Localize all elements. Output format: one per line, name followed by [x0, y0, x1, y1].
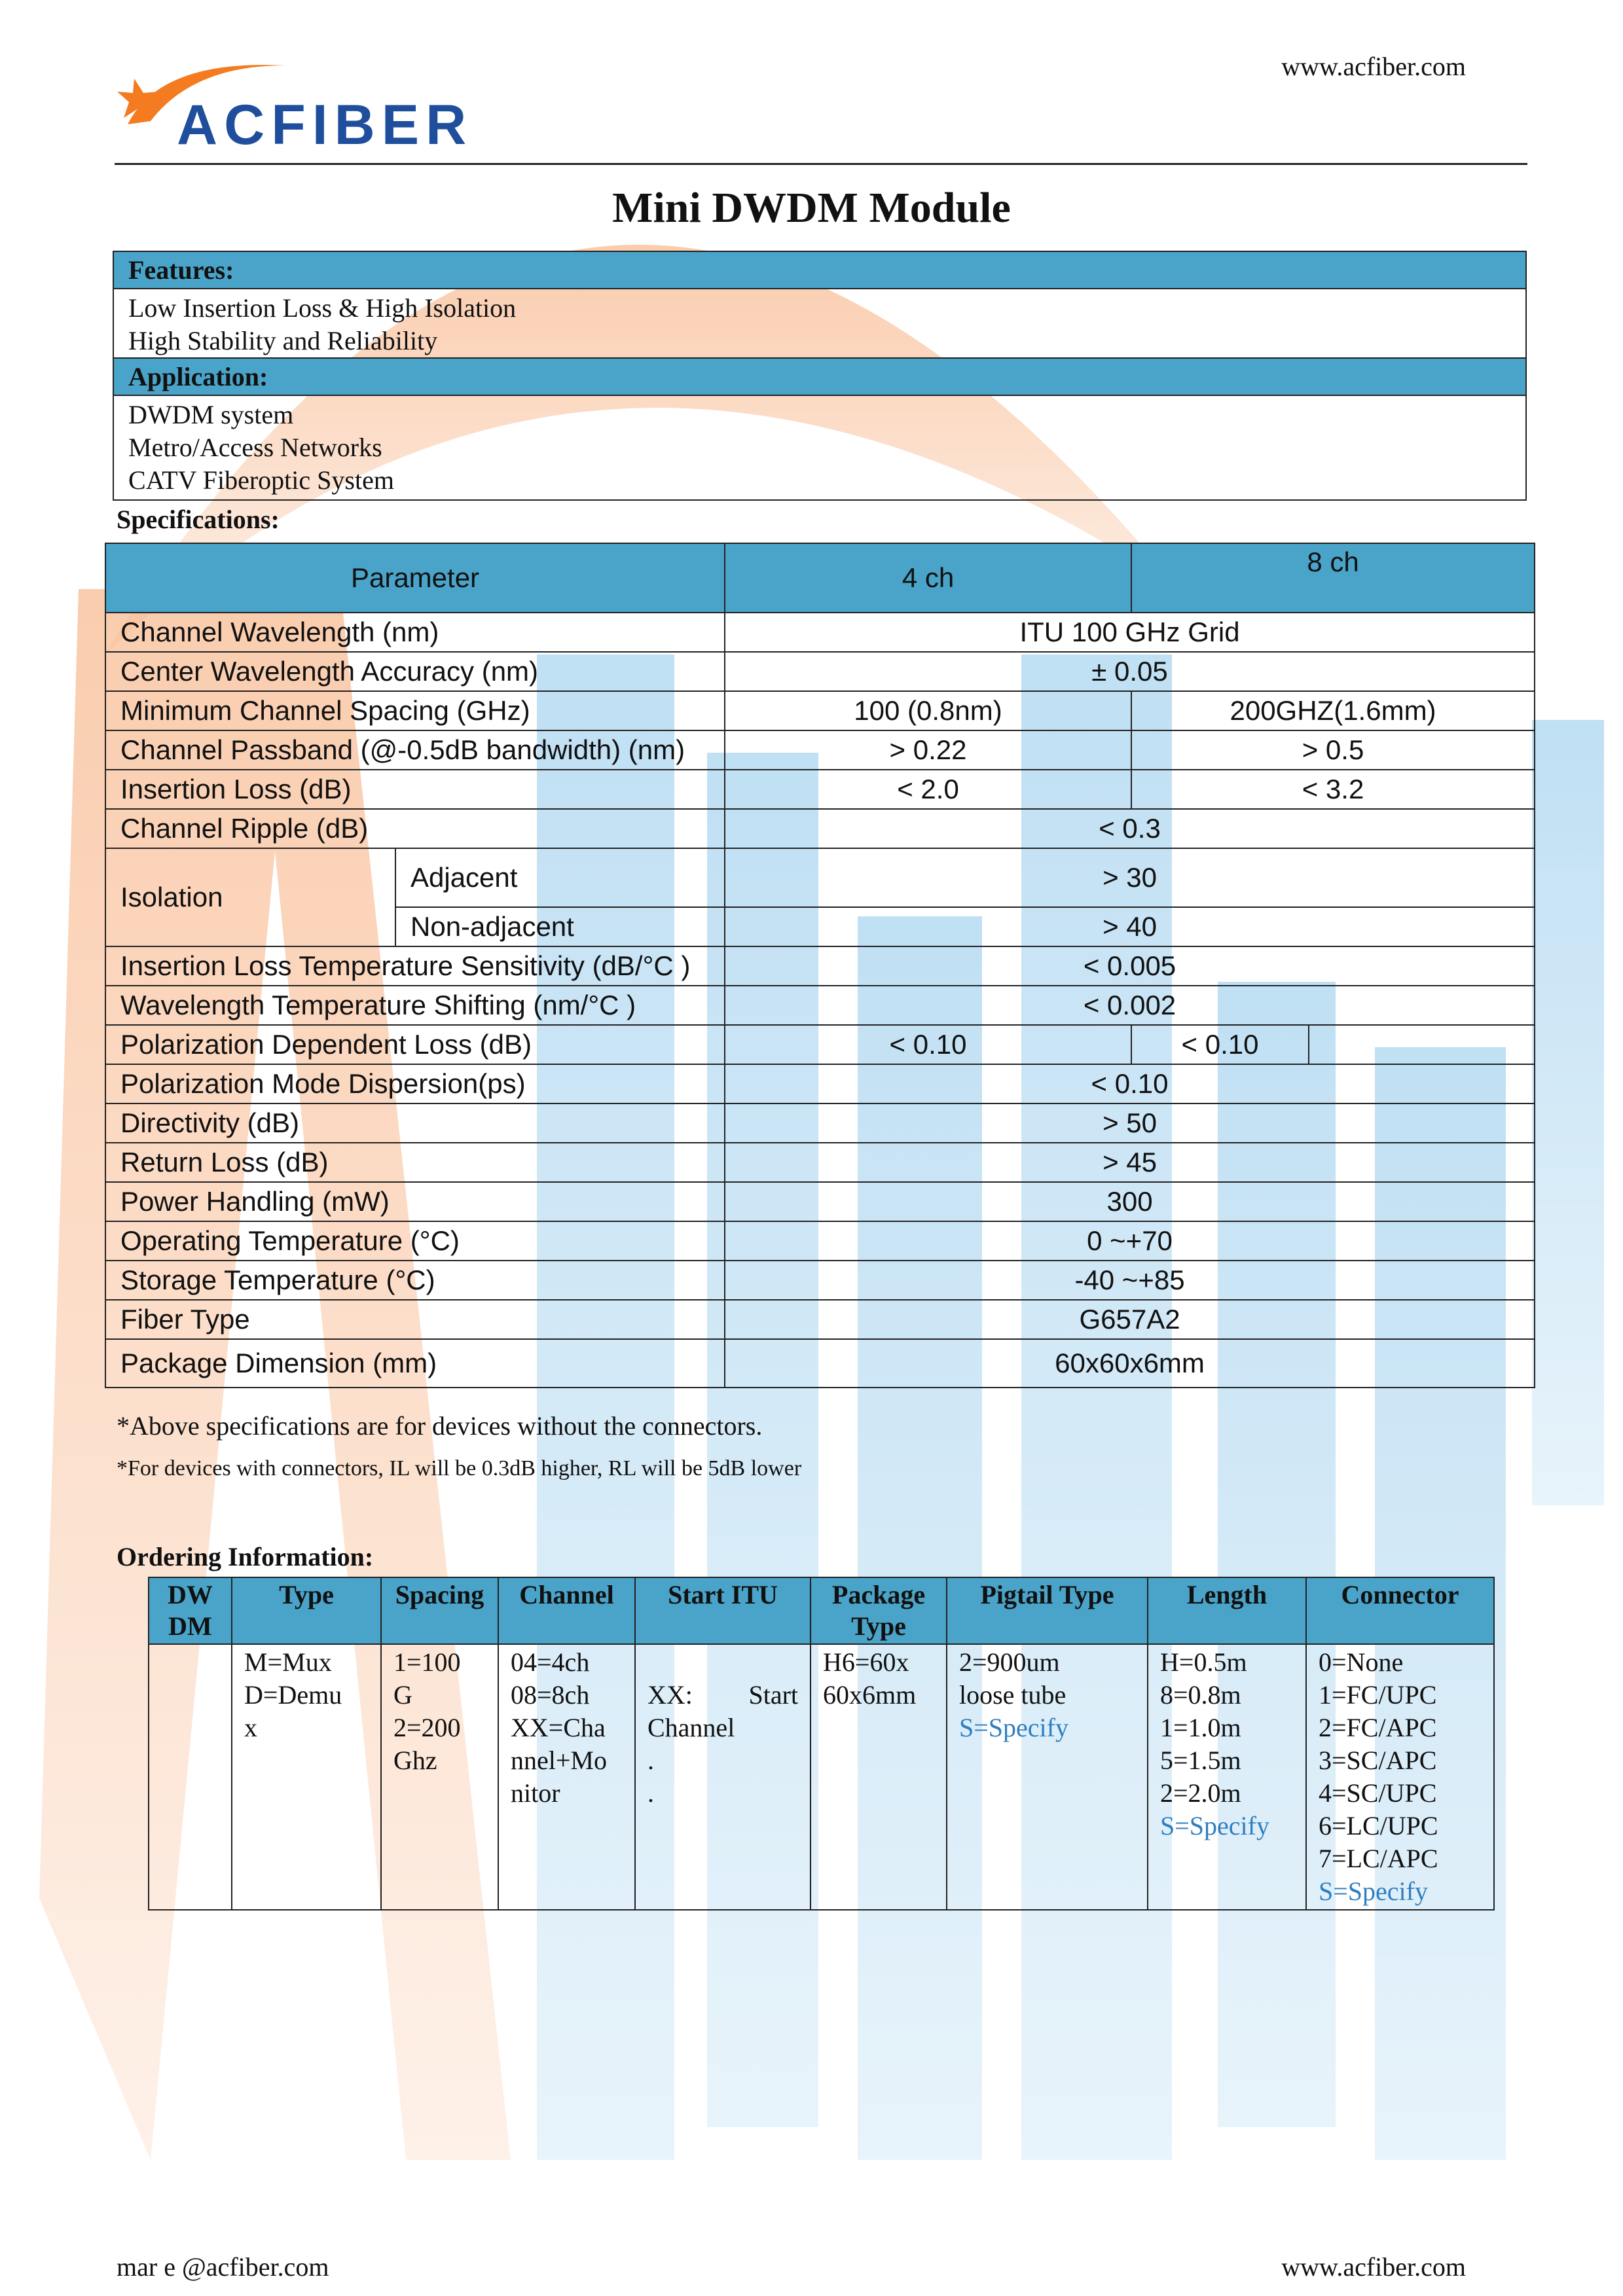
- isolation-nonadjacent-label: Non-adjacent: [395, 907, 725, 946]
- col-spacing: Spacing: [381, 1577, 498, 1644]
- footer-email[interactable]: mar e @acfiber.com: [117, 2252, 329, 2282]
- value-8ch-cell: < 3.2: [1131, 770, 1535, 809]
- start-itu-text: Channel: [647, 1713, 735, 1742]
- table-row: [105, 730, 1535, 770]
- table-row: [105, 1339, 1535, 1388]
- connector-option: 6=LC/UPC: [1319, 1811, 1438, 1840]
- application-item: Metro/Access Networks: [128, 433, 382, 462]
- isolation-adjacent-value: > 30: [725, 848, 1535, 907]
- isolation-adjacent-label: Adjacent: [395, 848, 725, 907]
- value-cell: ± 0.05: [725, 652, 1535, 691]
- ordering-heading: Ordering Information:: [117, 1542, 374, 1571]
- value-8ch-cell: 200GHZ(1.6mm): [1131, 691, 1535, 730]
- value-4ch-cell: > 0.22: [725, 730, 1131, 770]
- type-option: x: [244, 1713, 257, 1742]
- pigtail-option: loose tube: [959, 1680, 1067, 1710]
- connector-option: 0=None: [1319, 1647, 1404, 1677]
- package-option: H6=60x: [823, 1647, 909, 1677]
- param-cell: Return Loss (dB): [105, 1143, 725, 1182]
- channel-option: nitor: [511, 1778, 560, 1808]
- footer-url[interactable]: www.acfiber.com: [1281, 2252, 1466, 2282]
- param-cell: Channel Passband (@-0.5dB bandwidth) (nm): [105, 730, 725, 770]
- length-option: S=Specify: [1160, 1811, 1269, 1840]
- connector-cell: [1306, 1644, 1494, 1910]
- channel-option: XX=Cha: [511, 1713, 606, 1742]
- param-cell: Center Wavelength Accuracy (nm): [105, 652, 725, 691]
- start-itu-text: .: [647, 1778, 654, 1808]
- value-cell: < 0.3: [725, 809, 1535, 848]
- connector-option: S=Specify: [1319, 1876, 1428, 1906]
- col-package-type: Package Type: [811, 1577, 947, 1644]
- dwdm-cell: [149, 1644, 232, 1910]
- type-cell: [232, 1644, 381, 1910]
- param-cell: Directivity (dB): [105, 1103, 725, 1143]
- value-cell: 300: [725, 1182, 1535, 1221]
- col-channel: Channel: [498, 1577, 635, 1644]
- table-row: [105, 1182, 1535, 1221]
- features-box: [113, 251, 1527, 361]
- connector-option: 4=SC/UPC: [1319, 1778, 1437, 1808]
- pigtail-cell: [947, 1644, 1148, 1910]
- note-connectors: *Above specifications are for devices without the connectors.: [117, 1411, 763, 1441]
- isolation-label: Isolation: [105, 848, 395, 946]
- table-row: [105, 652, 1535, 691]
- pigtail-option: S=Specify: [959, 1713, 1068, 1742]
- spacing-option: Ghz: [393, 1746, 437, 1775]
- value-4ch-cell: < 0.10: [725, 1025, 1131, 1064]
- spacing-option: 2=200: [393, 1713, 461, 1742]
- ordering-table: [148, 1577, 1495, 1910]
- table-row: [105, 1300, 1535, 1339]
- empty-cell: [1309, 1025, 1535, 1064]
- col-8ch: 8 ch: [1131, 543, 1535, 613]
- type-option: D=Demu: [244, 1680, 342, 1710]
- length-option: 2=2.0m: [1160, 1778, 1241, 1808]
- table-row: [105, 1261, 1535, 1300]
- param-cell: Wavelength Temperature Shifting (nm/°C ): [105, 986, 725, 1025]
- specifications-table: [105, 543, 1535, 1388]
- param-cell: Channel Wavelength (nm): [105, 613, 725, 652]
- logo-text: ACFIBER: [177, 94, 473, 156]
- channel-option: 08=8ch: [511, 1680, 590, 1710]
- param-cell: Minimum Channel Spacing (GHz): [105, 691, 725, 730]
- features-heading: Features:: [114, 252, 1525, 289]
- col-4ch: 4 ch: [725, 543, 1131, 613]
- table-row: [105, 1221, 1535, 1261]
- length-option: 8=0.8m: [1160, 1680, 1241, 1710]
- spacing-option: G: [393, 1680, 412, 1710]
- spacing-option: 1=100: [393, 1647, 461, 1677]
- param-cell: Operating Temperature (°C): [105, 1221, 725, 1261]
- param-cell: Polarization Dependent Loss (dB): [105, 1025, 725, 1064]
- start-itu-text: .: [647, 1746, 654, 1775]
- table-row: [105, 613, 1535, 652]
- start-itu-text: XX:: [647, 1680, 693, 1710]
- value-4ch-cell: < 2.0: [725, 770, 1131, 809]
- feature-item: High Stability and Reliability: [128, 326, 438, 355]
- value-cell: -40 ~+85: [725, 1261, 1535, 1300]
- value-cell: 60x60x6mm: [725, 1339, 1535, 1388]
- application-item: DWDM system: [128, 400, 294, 429]
- table-row: [105, 986, 1535, 1025]
- param-cell: Polarization Mode Dispersion(ps): [105, 1064, 725, 1103]
- table-row: [105, 848, 1535, 907]
- col-dwdm: DW DM: [149, 1577, 232, 1644]
- value-cell: < 0.002: [725, 986, 1535, 1025]
- col-pigtail-type: Pigtail Type: [947, 1577, 1148, 1644]
- value-cell: > 50: [725, 1103, 1535, 1143]
- length-cell: [1148, 1644, 1306, 1910]
- start-itu-text: Start: [748, 1680, 798, 1710]
- value-cell: > 45: [725, 1143, 1535, 1182]
- application-heading: Application:: [114, 357, 1525, 396]
- col-parameter: Parameter: [105, 543, 725, 613]
- param-cell: Fiber Type: [105, 1300, 725, 1339]
- ordering-values-row: [149, 1644, 1494, 1910]
- param-cell: Channel Ripple (dB): [105, 809, 725, 848]
- param-cell: Insertion Loss Temperature Sensitivity (dB/°C ): [105, 946, 725, 986]
- channel-option: nnel+Mo: [511, 1746, 607, 1775]
- table-row: [105, 691, 1535, 730]
- value-cell: < 0.005: [725, 946, 1535, 986]
- table-row: [105, 809, 1535, 848]
- connector-option: 1=FC/UPC: [1319, 1680, 1437, 1710]
- value-4ch-cell: 100 (0.8nm): [725, 691, 1131, 730]
- isolation-nonadjacent-value: > 40: [725, 907, 1535, 946]
- spacing-cell: [381, 1644, 498, 1910]
- specifications-heading: Specifications:: [117, 505, 280, 534]
- header-url[interactable]: www.acfiber.com: [1281, 52, 1466, 81]
- pigtail-option: 2=900um: [959, 1647, 1060, 1677]
- param-cell: Storage Temperature (°C): [105, 1261, 725, 1300]
- value-8ch-cell: > 0.5: [1131, 730, 1535, 770]
- table-row: [105, 1025, 1535, 1064]
- param-cell: Insertion Loss (dB): [105, 770, 725, 809]
- header-divider: [115, 163, 1527, 165]
- value-cell: ITU 100 GHz Grid: [725, 613, 1535, 652]
- col-connector: Connector: [1306, 1577, 1494, 1644]
- length-option: 5=1.5m: [1160, 1746, 1241, 1775]
- connector-option: 7=LC/APC: [1319, 1844, 1438, 1873]
- connector-option: 2=FC/APC: [1319, 1713, 1437, 1742]
- table-row: [105, 946, 1535, 986]
- channel-cell: [498, 1644, 635, 1910]
- page-title: Mini DWDM Module: [612, 184, 1011, 232]
- col-start-itu: Start ITU: [635, 1577, 811, 1644]
- col-type: Type: [232, 1577, 381, 1644]
- param-cell: Power Handling (mW): [105, 1182, 725, 1221]
- value-8ch-cell: < 0.10: [1131, 1025, 1309, 1064]
- length-option: H=0.5m: [1160, 1647, 1247, 1677]
- table-row: [105, 1064, 1535, 1103]
- length-option: 1=1.0m: [1160, 1713, 1241, 1742]
- connector-option: 3=SC/APC: [1319, 1746, 1437, 1775]
- application-box: [113, 357, 1527, 501]
- start-itu-cell: [635, 1644, 811, 1910]
- package-cell: [811, 1644, 947, 1910]
- table-row: [105, 1143, 1535, 1182]
- param-cell: Package Dimension (mm): [105, 1339, 725, 1388]
- acfiber-logo: [115, 52, 473, 156]
- channel-option: 04=4ch: [511, 1647, 590, 1677]
- package-option: 60x6mm: [823, 1680, 917, 1710]
- feature-item: Low Insertion Loss & High Isolation: [128, 293, 517, 323]
- table-row: [105, 770, 1535, 809]
- application-item: CATV Fiberoptic System: [128, 465, 394, 495]
- ordering-header-row: [149, 1577, 1494, 1644]
- note-il-rl: *For devices with connectors, IL will be 0.3dB higher, RL will be 5dB lower: [117, 1456, 802, 1480]
- value-cell: 0 ~+70: [725, 1221, 1535, 1261]
- type-option: M=Mux: [244, 1647, 332, 1677]
- value-cell: G657A2: [725, 1300, 1535, 1339]
- col-length: Length: [1148, 1577, 1306, 1644]
- value-cell: < 0.10: [725, 1064, 1535, 1103]
- table-header-row: [105, 543, 1535, 613]
- table-row: [105, 1103, 1535, 1143]
